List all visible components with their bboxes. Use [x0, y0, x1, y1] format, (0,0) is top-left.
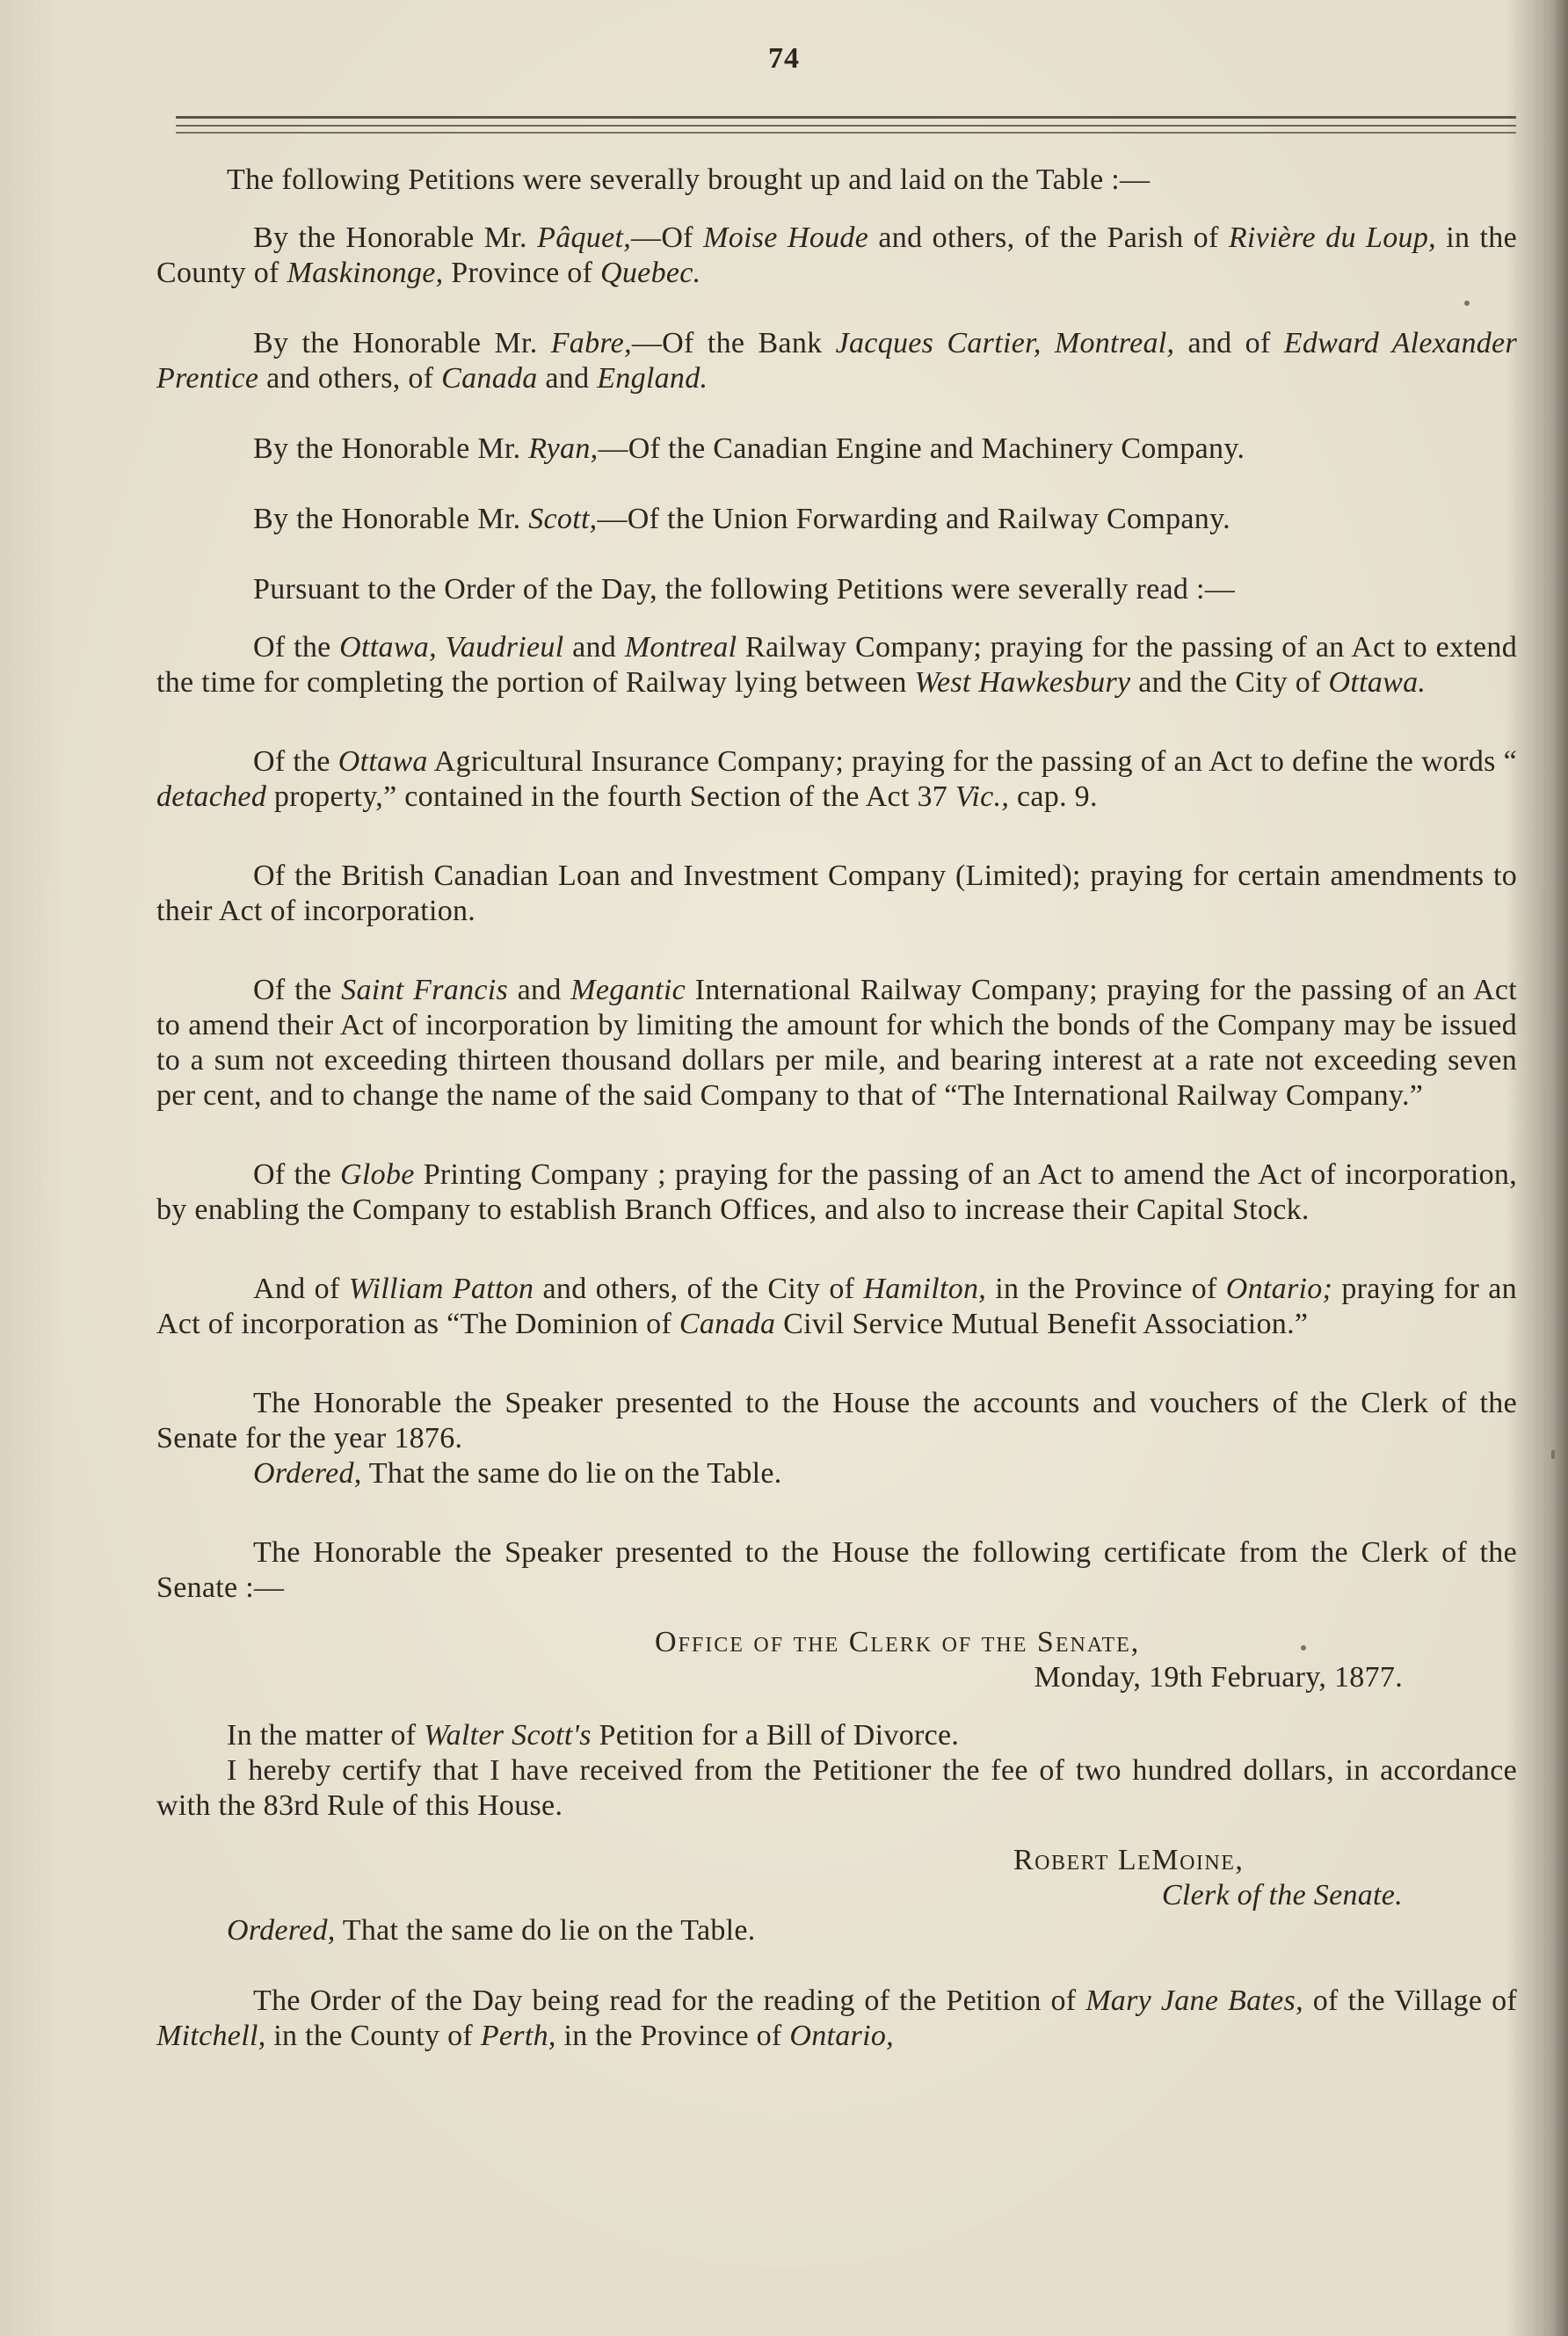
paragraph-petitions-brought-up: The following Petitions were severally brought up and laid on the Table :—	[227, 163, 1151, 196]
paragraph-international-railway: Of the Saint Francis and Megantic International Railway Company; praying for the passing of an Act to amend their Act of incorporation by limiting the amount for which the bonds of the Company may be issued to a sum not exceeding thirteen thousand dollars per mile, and bearing interest at a rate not exceeding seven per cent, and to change the name of the said Company to that of “The International Railway Company.”	[156, 974, 1517, 1112]
page-number: 74	[768, 42, 800, 75]
office-heading: Office of the Clerk of the Senate,	[655, 1626, 1141, 1658]
paragraph-william-patton: And of William Patton and others, of the City of Hamilton, in the Province of Ontario; praying for an Act of incorporation as “The Dominion of Canada Civil Service Mutual Benefit Association.”	[156, 1273, 1517, 1340]
paper-speck	[1464, 301, 1470, 306]
paragraph-paquet-petition: By the Honorable Mr. Pâquet,—Of Moise Houde and others, of the Parish of Rivière du Loup, in the County of Maskinonge, Province of Quebec.	[156, 221, 1517, 289]
paragraph-certify-fee: I hereby certify that I have received from the Petitioner the fee of two hundred dollars, in accordance with the 83rd Rule of this House.	[156, 1754, 1517, 1822]
signature-title: Clerk of the Senate.	[1161, 1879, 1403, 1912]
office-date: Monday, 19th February, 1877.	[1034, 1661, 1403, 1694]
paragraph-ottawa-railway: Of the Ottawa, Vaudrieul and Montreal Railway Company; praying for the passing of an Act to extend the time for completing the portion of Railway lying between West Hawkesbury and the City of Ottawa.	[156, 631, 1517, 699]
header-rule-bottom	[176, 132, 1516, 134]
paragraph-british-canadian-loan: Of the British Canadian Loan and Investment Company (Limited); praying for certain amendments to their Act of incorporation.	[156, 860, 1517, 927]
paragraph-scott-petition: By the Honorable Mr. Scott,—Of the Union Forwarding and Railway Company.	[253, 503, 1230, 535]
header-rule-middle	[176, 125, 1516, 127]
paragraph-fabre-petition: By the Honorable Mr. Fabre,—Of the Bank Jacques Cartier, Montreal, and of Edward Alexander Prentice and others, of Canada and England.	[156, 327, 1517, 395]
paragraph-ordered-table-2: Ordered, That the same do lie on the Table.	[227, 1914, 756, 1947]
paragraph-globe-printing: Of the Globe Printing Company ; praying for the passing of an Act to amend the Act of incorporation, by enabling the Company to establish Branch Offices, and also to increase their Capital Stock.	[156, 1158, 1517, 1226]
paragraph-ottawa-insurance: Of the Ottawa Agricultural Insurance Company; praying for the passing of an Act to define the words “ detached property,” contained in the fourth Section of the Act 37 Vic., cap. 9.	[156, 745, 1517, 813]
paragraph-walter-scott-matter: In the matter of Walter Scott's Petition for a Bill of Divorce.	[227, 1719, 960, 1752]
paper-speck	[1551, 1450, 1555, 1459]
paragraph-speaker-certificate: The Honorable the Speaker presented to the House the following certificate from the Clerk of the Senate :—	[156, 1536, 1517, 1604]
paragraph-order-of-day: Pursuant to the Order of the Day, the following Petitions were severally read :—	[253, 573, 1236, 606]
document-body	[156, 163, 1517, 2054]
paragraph-mary-jane-bates: The Order of the Day being read for the reading of the Petition of Mary Jane Bates, of the Village of Mitchell, in the County of Perth, in the Province of Ontario,	[156, 1984, 1517, 2052]
paragraph-ryan-petition: By the Honorable Mr. Ryan,—Of the Canadian Engine and Machinery Company.	[253, 432, 1245, 465]
header-rule-top	[176, 116, 1516, 119]
signature-name: Robert LeMoine,	[1013, 1844, 1245, 1876]
paragraph-speaker-accounts: The Honorable the Speaker presented to the House the accounts and vouchers of the Clerk of the Senate for the year 1876.	[156, 1387, 1517, 1455]
paper-speck	[1301, 1645, 1306, 1650]
paragraph-ordered-table-1: Ordered, That the same do lie on the Table.	[253, 1457, 782, 1490]
